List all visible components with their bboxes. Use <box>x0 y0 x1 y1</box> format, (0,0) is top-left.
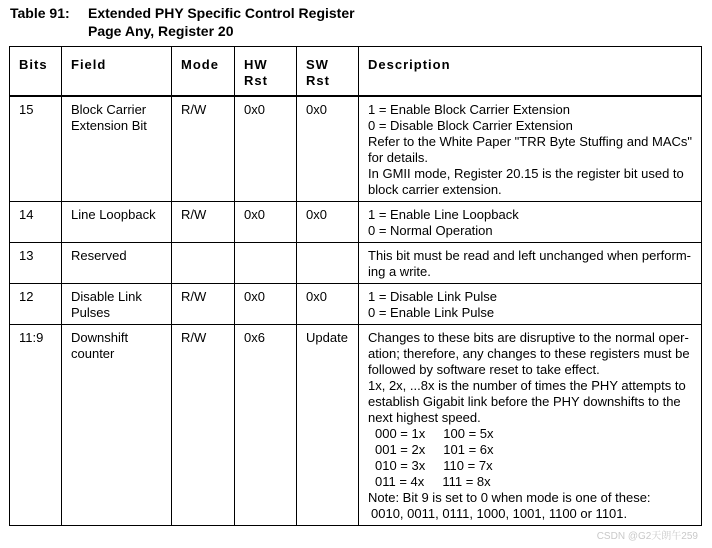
header-hw-line2: Rst <box>244 73 268 88</box>
cell-sw-rst: 0x0 <box>297 202 359 243</box>
desc-line: Refer to the White Paper "TRR Byte Stuffing and MACs" <box>368 134 693 149</box>
cell-description <box>359 284 702 325</box>
desc-line: for details. <box>368 150 428 165</box>
cell-mode: R/W <box>172 96 235 202</box>
table-row <box>10 243 702 284</box>
cell-bits: 13 <box>10 243 62 284</box>
cell-field <box>62 284 172 325</box>
register-table <box>9 46 702 526</box>
cell-bits: 11:9 <box>10 325 62 526</box>
desc-line: ation; therefore, any changes to these registers must be <box>368 346 690 361</box>
table-row <box>10 202 702 243</box>
cell-field <box>62 243 172 284</box>
cell-field <box>62 325 172 526</box>
desc-line: 0 = Disable Block Carrier Extension <box>368 118 573 133</box>
field-line: counter <box>71 346 115 361</box>
cell-sw-rst: Update <box>297 325 359 526</box>
cell-hw-rst: 0x0 <box>235 284 297 325</box>
cell-mode: R/W <box>172 325 235 526</box>
watermark: CSDN @G2天朗午259 <box>596 531 698 542</box>
header-hw-line1: HW <box>244 57 268 72</box>
header-description: Description <box>359 47 702 97</box>
desc-line: block carrier extension. <box>368 182 502 197</box>
field-line: Pulses <box>71 305 111 320</box>
mapping-line: 001 = 2x 101 = 6x <box>375 442 494 457</box>
desc-line: 0 = Normal Operation <box>368 223 493 238</box>
header-bits: Bits <box>10 47 62 97</box>
cell-hw-rst: 0x0 <box>235 96 297 202</box>
desc-line: 1 = Enable Line Loopback <box>368 207 519 222</box>
desc-line: 1 = Enable Block Carrier Extension <box>368 102 570 117</box>
table-row <box>10 325 702 526</box>
header-sw-line2: Rst <box>306 73 330 88</box>
cell-mode: R/W <box>172 202 235 243</box>
desc-line: In GMII mode, Register 20.15 is the register bit used to <box>368 166 684 181</box>
cell-hw-rst <box>235 243 297 284</box>
table-row <box>10 96 702 202</box>
header-row <box>10 47 702 97</box>
cell-description <box>359 243 702 284</box>
field-line: Disable Link <box>71 289 142 304</box>
header-sw-line1: SW <box>306 57 329 72</box>
desc-line: next highest speed. <box>368 410 481 425</box>
field-line: Line Loopback <box>71 207 156 222</box>
desc-line: This bit must be read and left unchanged when perform- <box>368 248 692 263</box>
header-field: Field <box>62 47 172 97</box>
cell-mode <box>172 243 235 284</box>
table-row <box>10 284 702 325</box>
field-line: Reserved <box>71 248 127 263</box>
desc-line: 1x, 2x, ...8x is the number of times the PHY attempts to <box>368 378 686 393</box>
header-hw-rst <box>235 47 297 97</box>
cell-description <box>359 325 702 526</box>
desc-line: 0 = Enable Link Pulse <box>368 305 495 320</box>
note-line: Note: Bit 9 is set to 0 when mode is one of these: <box>368 490 651 505</box>
desc-line: Changes to these bits are disruptive to the normal oper- <box>368 330 689 345</box>
field-line: Block Carrier <box>71 102 147 117</box>
desc-line: followed by software reset to take effect. <box>368 362 600 377</box>
cell-bits: 15 <box>10 96 62 202</box>
cell-bits: 12 <box>10 284 62 325</box>
mapping-line: 011 = 4x 111 = 8x <box>375 474 491 489</box>
field-line: Downshift <box>71 330 129 345</box>
cell-sw-rst: 0x0 <box>297 284 359 325</box>
cell-description <box>359 202 702 243</box>
cell-field <box>62 96 172 202</box>
note-line: 0010, 0011, 0111, 1000, 1001, 1100 or 1101. <box>371 506 628 521</box>
cell-hw-rst: 0x0 <box>235 202 297 243</box>
cell-bits: 14 <box>10 202 62 243</box>
cell-mode: R/W <box>172 284 235 325</box>
mapping-line: 000 = 1x 100 = 5x <box>375 426 494 441</box>
cell-description <box>359 96 702 202</box>
cell-field <box>62 202 172 243</box>
table-title: Extended PHY Specific Control Register <box>88 5 355 21</box>
cell-sw-rst <box>297 243 359 284</box>
desc-line: 1 = Disable Link Pulse <box>368 289 497 304</box>
header-sw-rst <box>297 47 359 97</box>
cell-hw-rst: 0x6 <box>235 325 297 526</box>
cell-sw-rst: 0x0 <box>297 96 359 202</box>
desc-line: establish Gigabit link before the PHY downshifts to the <box>368 394 681 409</box>
table-number: Table 91: <box>10 5 70 21</box>
field-line: Extension Bit <box>71 118 147 133</box>
desc-line: ing a write. <box>368 264 431 279</box>
table-subtitle: Page Any, Register 20 <box>88 23 234 39</box>
mapping-line: 010 = 3x 110 = 7x <box>375 458 493 473</box>
header-mode: Mode <box>172 47 235 97</box>
